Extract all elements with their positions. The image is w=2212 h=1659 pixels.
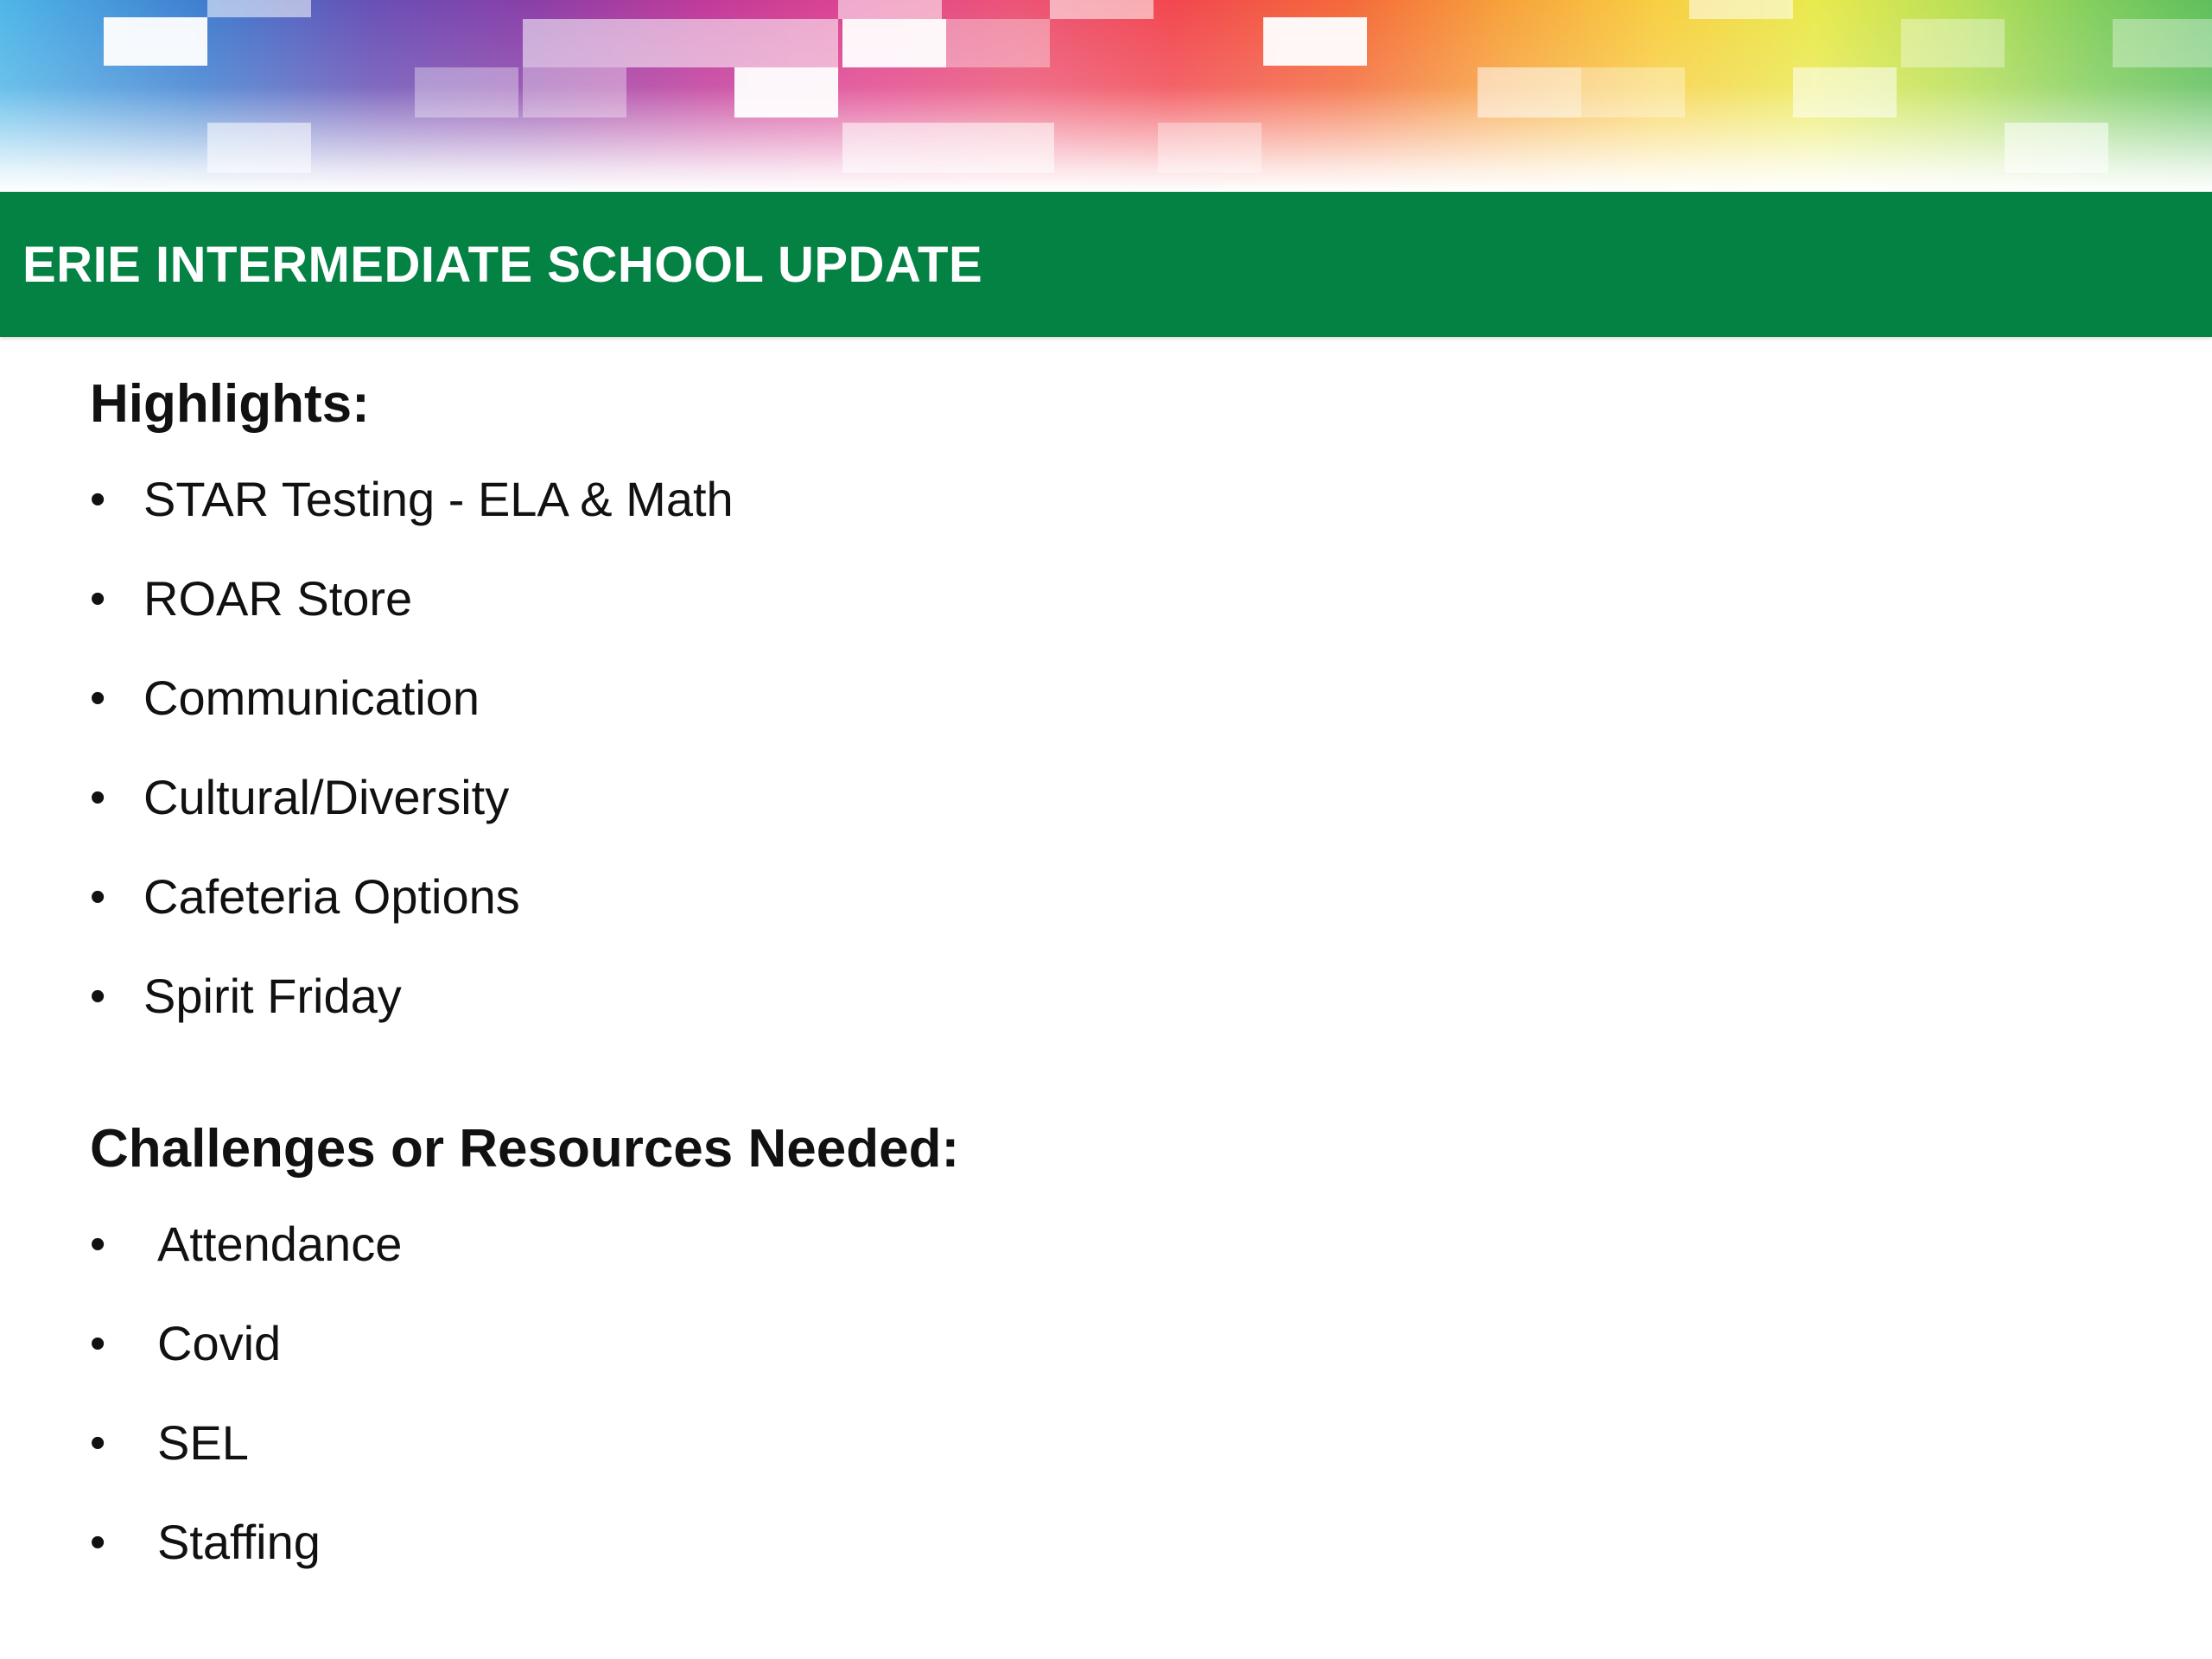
- bullet-icon: •: [90, 970, 106, 1021]
- list-item: [90, 1492, 402, 1592]
- highlight-label: Spirit Friday: [143, 969, 402, 1023]
- list-item: [90, 549, 734, 648]
- bullet-icon: •: [90, 573, 106, 624]
- rainbow-banner-image: [0, 0, 2212, 192]
- slide-title: ERIE INTERMEDIATE SCHOOL UPDATE: [22, 236, 983, 293]
- highlight-label: Cultural/Diversity: [143, 770, 510, 824]
- bullet-icon: •: [90, 871, 106, 922]
- bullet-icon: •: [90, 1516, 106, 1567]
- bullet-icon: •: [90, 474, 106, 524]
- bullet-icon: •: [90, 1417, 106, 1468]
- highlight-label: Communication: [143, 671, 480, 725]
- highlight-label: ROAR Store: [143, 571, 413, 626]
- challenge-label: Staffing: [157, 1515, 321, 1569]
- challenges-heading: Challenges or Resources Needed:: [90, 1119, 960, 1179]
- bullet-icon: •: [90, 772, 106, 823]
- highlight-label: STAR Testing - ELA & Math: [143, 472, 734, 526]
- list-item: [90, 1194, 402, 1294]
- list-item: [90, 1294, 402, 1393]
- bullet-icon: •: [90, 1218, 106, 1269]
- challenge-label: Attendance: [157, 1217, 403, 1271]
- challenges-list: [90, 1194, 402, 1592]
- highlight-label: Cafeteria Options: [143, 869, 520, 924]
- list-item: [90, 946, 734, 1046]
- challenge-label: SEL: [157, 1415, 249, 1470]
- title-bar: [0, 192, 2212, 337]
- bullet-icon: •: [90, 672, 106, 723]
- list-item: [90, 747, 734, 847]
- list-item: [90, 1393, 402, 1492]
- list-item: [90, 449, 734, 549]
- highlights-heading: Highlights:: [90, 374, 370, 434]
- bullet-icon: •: [90, 1318, 106, 1369]
- list-item: [90, 648, 734, 747]
- challenge-label: Covid: [157, 1316, 282, 1370]
- list-item: [90, 847, 734, 946]
- highlights-list: [90, 449, 734, 1046]
